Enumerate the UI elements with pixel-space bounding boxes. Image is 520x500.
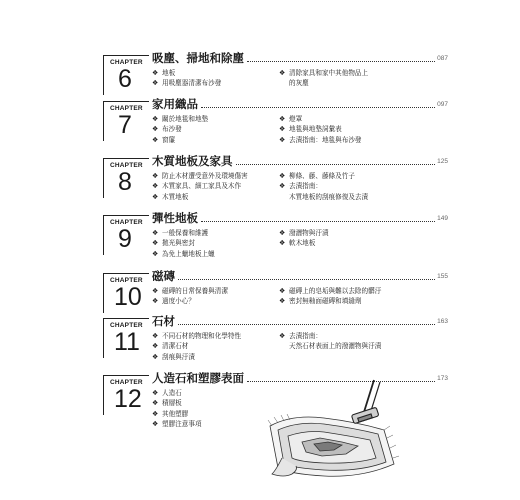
topic-item: ❖ 刮痕與汙漬 bbox=[152, 352, 195, 361]
dot-leader bbox=[236, 164, 436, 165]
topic-item: ❖ 清潔石材 bbox=[152, 342, 189, 351]
topics-left bbox=[152, 114, 292, 145]
diamond-bullet-icon: ❖ bbox=[279, 69, 286, 77]
diamond-bullet-icon: ❖ bbox=[152, 125, 159, 134]
topics-right bbox=[279, 228, 419, 249]
diamond-bullet-icon: ❖ bbox=[152, 192, 159, 201]
chapter-label: CHAPTER bbox=[110, 162, 143, 169]
topic-item-continuation: 的灰塵 bbox=[289, 79, 309, 88]
chapter-title-row bbox=[152, 313, 448, 329]
topic-item: ❖ 磁磚的日常保養與清潔 bbox=[152, 287, 228, 295]
chapter-number: 11 bbox=[114, 328, 140, 356]
diamond-bullet-icon: ❖ bbox=[279, 239, 286, 248]
diamond-bullet-icon: ❖ bbox=[279, 229, 286, 237]
diamond-bullet-icon: ❖ bbox=[152, 115, 159, 123]
diamond-bullet-icon: ❖ bbox=[152, 287, 159, 295]
diamond-bullet-icon: ❖ bbox=[152, 69, 159, 77]
page-number: 125 bbox=[437, 157, 448, 165]
topic-item: ❖ 地毯與地墊詞彙表 bbox=[279, 125, 342, 134]
dot-leader bbox=[201, 107, 435, 108]
topic-item: ❖ 清除家具和家中其他物品上 bbox=[279, 69, 369, 77]
topic-item: ❖ 塑膠注意事項 bbox=[152, 419, 202, 428]
chapter-title: 人造石和塑膠表面 bbox=[152, 371, 244, 385]
chapter-title: 石材 bbox=[152, 314, 175, 328]
diamond-bullet-icon: ❖ bbox=[152, 399, 159, 408]
chapter-title: 彈性地板 bbox=[152, 211, 198, 225]
page-number: 149 bbox=[437, 214, 448, 222]
topics-left bbox=[152, 228, 292, 259]
topic-item: ❖ 去漬指南： bbox=[279, 182, 322, 191]
topic-item: ❖ 窗簾 bbox=[152, 135, 176, 144]
page-number: 087 bbox=[437, 54, 448, 62]
diamond-bullet-icon: ❖ bbox=[152, 249, 159, 258]
chapter-badge bbox=[103, 375, 149, 415]
chapter-title-row bbox=[152, 210, 448, 226]
topic-item-continuation: 木質地板的刮痕修復及去漬 bbox=[289, 192, 369, 201]
chapter-badge bbox=[103, 215, 149, 255]
topic-item: ❖ 用吸塵器清潔布沙發 bbox=[152, 79, 222, 88]
chapter-badge bbox=[103, 318, 149, 358]
diamond-bullet-icon: ❖ bbox=[152, 172, 159, 180]
chapter-number: 7 bbox=[118, 111, 132, 139]
topics-left bbox=[152, 286, 292, 307]
chapter-badge bbox=[103, 158, 149, 198]
dot-leader bbox=[247, 61, 435, 62]
topic-item: ❖ 軟木地板 bbox=[279, 239, 316, 248]
dot-leader bbox=[178, 324, 435, 325]
chapter-badge bbox=[103, 55, 149, 95]
diamond-bullet-icon: ❖ bbox=[152, 352, 159, 361]
diamond-bullet-icon: ❖ bbox=[152, 389, 159, 397]
topic-item: ❖ 地板 bbox=[152, 69, 176, 77]
chapter-number: 6 bbox=[118, 65, 132, 93]
chapter-label: CHAPTER bbox=[110, 105, 143, 112]
topics-left bbox=[152, 68, 292, 89]
diamond-bullet-icon: ❖ bbox=[152, 182, 159, 191]
topics-right bbox=[279, 68, 419, 89]
topic-item: ❖ 去漬指南：地毯與布沙發 bbox=[279, 135, 362, 144]
topic-item: ❖ 木質地板 bbox=[152, 192, 189, 201]
topic-item: ❖ 磁磚上的皂垢與難以去除的髒汙 bbox=[279, 287, 382, 295]
diamond-bullet-icon: ❖ bbox=[279, 182, 286, 191]
chapter-number: 8 bbox=[118, 168, 132, 196]
diamond-bullet-icon: ❖ bbox=[152, 79, 159, 88]
chapter-number: 12 bbox=[114, 385, 142, 413]
vacuum-icon bbox=[351, 380, 380, 424]
topic-item: ❖ 關於地毯和地墊 bbox=[152, 115, 209, 123]
diamond-bullet-icon: ❖ bbox=[152, 332, 159, 340]
chapter-label: CHAPTER bbox=[110, 59, 143, 66]
chapter-label: CHAPTER bbox=[110, 277, 143, 284]
diamond-bullet-icon: ❖ bbox=[279, 332, 286, 340]
chapter-title-row bbox=[152, 50, 448, 66]
topics-right bbox=[279, 286, 419, 307]
chapter-number: 10 bbox=[114, 283, 142, 311]
topic-item: ❖ 積層板 bbox=[152, 399, 182, 408]
topic-item: ❖ 木質家具、細工家具及木作 bbox=[152, 182, 242, 191]
topics-left bbox=[152, 171, 292, 202]
dot-leader bbox=[201, 221, 435, 222]
topic-item: ❖ 潑灑物與汙漬 bbox=[279, 229, 329, 237]
chapter-title: 木質地板及家具 bbox=[152, 154, 233, 168]
topic-item: ❖ 不同石材的物理和化學特性 bbox=[152, 332, 242, 340]
topic-item: ❖ 布沙發 bbox=[152, 125, 182, 134]
topic-item: ❖ 其他塑膠 bbox=[152, 409, 189, 418]
chapter-title: 磁磚 bbox=[152, 269, 175, 283]
chapter-title-row bbox=[152, 268, 448, 284]
topic-item: ❖ 防止木材遭受意外及環境傷害 bbox=[152, 172, 248, 180]
chapter-number: 9 bbox=[118, 225, 132, 253]
page-number: 173 bbox=[437, 374, 448, 382]
topic-item: ❖ 人造石 bbox=[152, 389, 182, 397]
diamond-bullet-icon: ❖ bbox=[279, 125, 286, 134]
topic-item: ❖ 柳條、藤、藤條及竹子 bbox=[279, 172, 355, 180]
chapter-badge bbox=[103, 273, 149, 313]
dot-leader bbox=[178, 279, 435, 280]
diamond-bullet-icon: ❖ bbox=[152, 229, 159, 237]
diamond-bullet-icon: ❖ bbox=[152, 297, 159, 306]
diamond-bullet-icon: ❖ bbox=[279, 135, 286, 144]
chapter-title: 家用織品 bbox=[152, 97, 198, 111]
chapter-label: CHAPTER bbox=[110, 322, 143, 329]
chapter-label: CHAPTER bbox=[110, 219, 143, 226]
topics-right bbox=[279, 331, 419, 352]
diamond-bullet-icon: ❖ bbox=[279, 115, 286, 123]
diamond-bullet-icon: ❖ bbox=[279, 297, 286, 306]
topics-right bbox=[279, 114, 419, 145]
rug-vacuum-illustration bbox=[262, 378, 412, 488]
topic-item: ❖ 過度小心？ bbox=[152, 297, 195, 306]
diamond-bullet-icon: ❖ bbox=[279, 172, 286, 180]
page-number: 163 bbox=[437, 317, 448, 325]
topics-left bbox=[152, 331, 292, 362]
chapter-title: 吸塵、掃地和除塵 bbox=[152, 51, 244, 65]
chapter-label: CHAPTER bbox=[110, 379, 143, 386]
topic-item: ❖ 燈罩 bbox=[279, 115, 303, 123]
topic-item-continuation: 天然石材表面上的潑灑物與汙漬 bbox=[289, 342, 382, 351]
chapter-title-row bbox=[152, 96, 448, 112]
diamond-bullet-icon: ❖ bbox=[152, 135, 159, 144]
diamond-bullet-icon: ❖ bbox=[152, 419, 159, 428]
rug-icon bbox=[270, 417, 394, 476]
chapter-title-row bbox=[152, 153, 448, 169]
topics-right bbox=[279, 171, 419, 202]
page-number: 155 bbox=[437, 272, 448, 280]
topic-item: ❖ 為免上蠟地板上蠟 bbox=[152, 249, 215, 258]
topic-item: ❖ 一般保養和維護 bbox=[152, 229, 209, 237]
diamond-bullet-icon: ❖ bbox=[152, 342, 159, 351]
diamond-bullet-icon: ❖ bbox=[152, 409, 159, 418]
diamond-bullet-icon: ❖ bbox=[152, 239, 159, 248]
topic-item: ❖ 拋光與密封 bbox=[152, 239, 195, 248]
page-number: 097 bbox=[437, 100, 448, 108]
chapter-badge bbox=[103, 101, 149, 141]
diamond-bullet-icon: ❖ bbox=[279, 287, 286, 295]
topic-item: ❖ 密封無釉面磁磚和填縫劑 bbox=[279, 297, 362, 306]
topic-item: ❖ 去漬指南： bbox=[279, 332, 322, 340]
